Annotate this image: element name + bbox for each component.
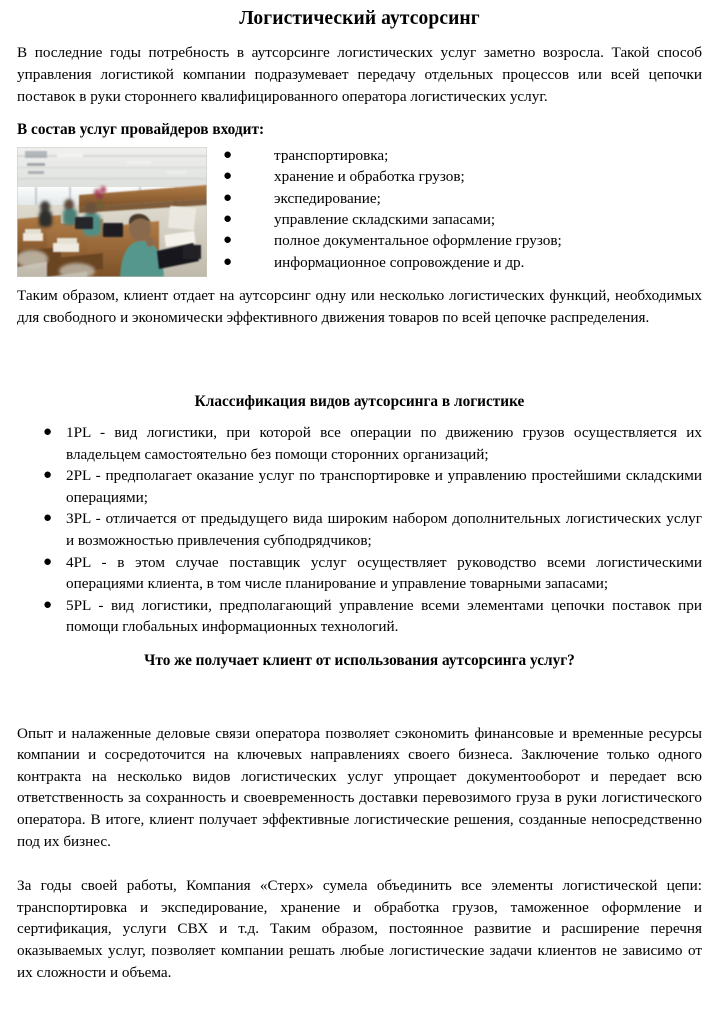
bullet-icon: ● xyxy=(43,424,53,441)
list-item-label: 3PL - отличается от предыдущего вида широким набором дополнительных логистических услуг и возможностью привлечения субподрядчиков; xyxy=(66,510,702,549)
bullet-icon: ● xyxy=(43,510,53,527)
list-item xyxy=(223,191,562,212)
benefit-paragraph: Опыт и налаженные деловые связи оператора позволяет сэкономить финансовые и временные ресурсы компании и сосредоточится на ключевых направлениях своего бизнеса. Заключение только одного контракта на несколько видов логистических услуг упрощает документооборот и передает всю ответственность за сохранность и своевременность доставки перевозимого груза в руки логистического оператора. В итоге, клиент получает эффективные логистические решения, созданные непосредственно под их бизнес. xyxy=(17,724,702,850)
after-services-paragraph: Таким образом, клиент отдает на аутсорсинг одну или несколько логистических функций, необходимых для свободного и экономически эффективного движения товаров по всей цепочке распределения. xyxy=(17,287,702,326)
list-item-label: экспедирование; xyxy=(274,189,381,207)
bullet-icon: ● xyxy=(223,189,233,206)
list-item xyxy=(223,255,562,276)
bullet-icon: ● xyxy=(223,253,233,270)
list-item-label: 5PL - вид логистики, предполагающий управление всеми элементами цепочки поставок при помощи глобальных информационных технологий. xyxy=(66,596,702,636)
list-item-label: 1PL - вид логистики, при которой все операции по движению грузов осуществляется их владельцем самостоятельно без помощи сторонних организаций; xyxy=(66,424,702,463)
list-item xyxy=(17,422,702,465)
list-item xyxy=(223,233,562,254)
list-item-label: хранение и обработка грузов; xyxy=(274,168,465,186)
list-item-label: управление складскими запасами; xyxy=(274,210,496,228)
list-item-label: полное документальное оформление грузов; xyxy=(274,232,562,250)
list-item xyxy=(223,212,562,233)
bullet-icon: ● xyxy=(223,232,233,249)
services-block xyxy=(17,147,702,279)
spacer xyxy=(17,862,702,875)
list-item xyxy=(17,465,702,508)
intro-paragraph: В последние годы потребность в аутсорсинге логистических услуг заметно возросла. Такой способ управления логистикой компании подразумевает передачу отдельных процессов или всей цепочки поставок в руки стороннего квалифицированного оператора логистических услуг. xyxy=(17,44,702,105)
company-paragraph: За годы своей работы, Компания «Стерх» сумела объединить все элементы логистической цепи: транспортировка и экспедирование, хранение и обработка грузов, таможенное оформление и сертификация, услуги СВХ и т.д. Таким образом, постоянное развитие и расширение перечня оказываемых услуг, позволяет компании решать любые логистические задачи клиентов не зависимо от их сложности и объема. xyxy=(17,877,702,981)
bullet-icon: ● xyxy=(223,168,233,185)
list-item-label: информационное сопровождение и др. xyxy=(274,253,525,271)
bullet-icon: ● xyxy=(43,553,53,570)
office-photo-graphic xyxy=(17,147,207,277)
client-benefit-heading: Что же получает клиент от использования аутсорсинга услуг? xyxy=(144,651,575,669)
office-photo xyxy=(17,147,207,277)
list-item-label: 2PL - предполагает оказание услуг по транспортировке и управлению простейшими складскими операциями; xyxy=(66,467,702,506)
services-heading: В состав услуг провайдеров входит: xyxy=(17,121,265,139)
page-title: Логистический аутсорсинг xyxy=(239,8,480,29)
list-item xyxy=(17,552,702,595)
list-item xyxy=(223,148,562,169)
bullet-icon: ● xyxy=(43,467,53,484)
classification-heading: Классификация видов аутсорсинга в логистике xyxy=(194,393,525,411)
list-item-label: транспортировка; xyxy=(274,147,389,165)
list-item-label: 4PL - в этом случае поставщик услуг осуществляет руководство всеми логистическими операциями клиента, в том числе планирование и управление товарными запасами; xyxy=(66,553,702,593)
services-list xyxy=(223,148,562,276)
classification-list xyxy=(17,422,702,638)
bullet-icon: ● xyxy=(43,596,53,613)
spacer xyxy=(17,338,702,392)
list-item xyxy=(17,595,702,638)
spacer xyxy=(17,638,702,651)
list-item xyxy=(223,169,562,190)
list-item xyxy=(17,508,702,551)
spacer xyxy=(17,681,702,723)
bullet-icon: ● xyxy=(223,147,233,164)
document-page xyxy=(0,8,722,1032)
bullet-icon: ● xyxy=(223,210,233,227)
